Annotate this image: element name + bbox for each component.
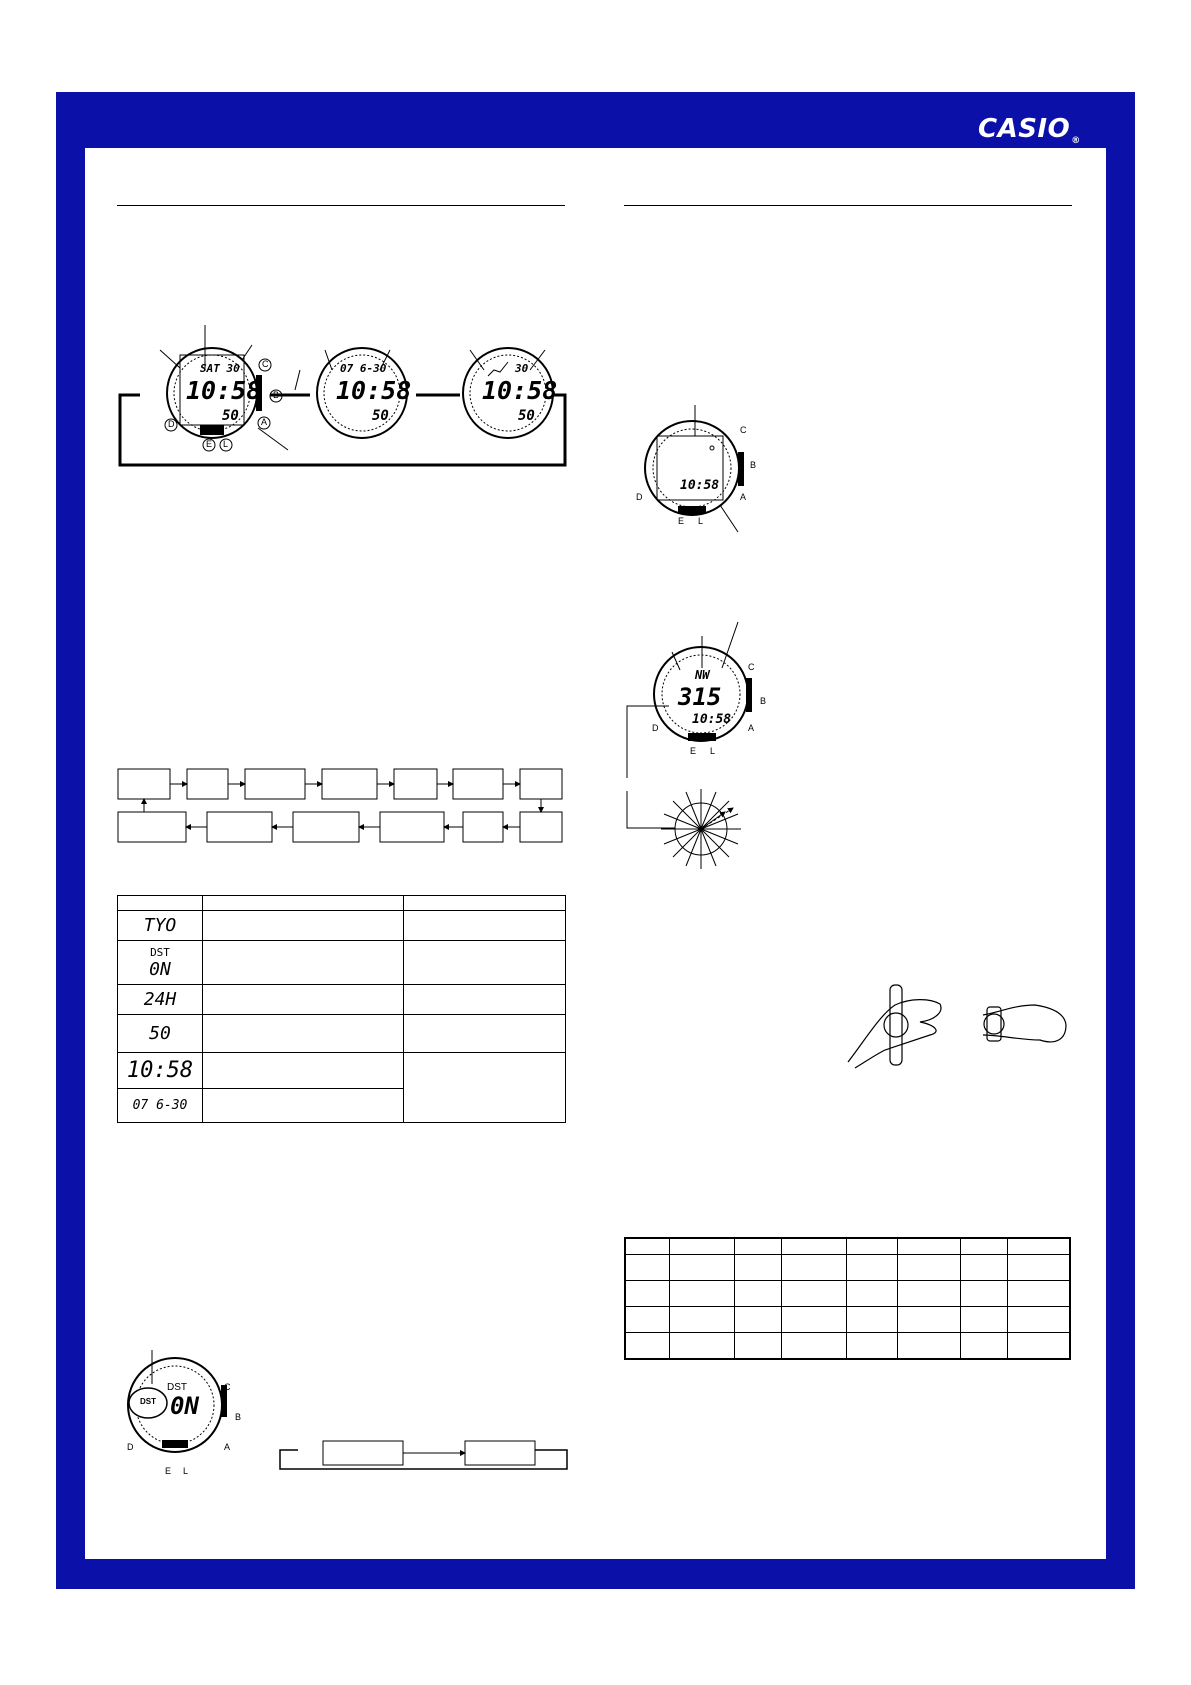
dst-button-d: D (127, 1442, 134, 1452)
compass2-time: 10:58 (692, 712, 732, 727)
button-label-b: B (273, 390, 280, 400)
settings-row-seconds: 50 (118, 1015, 203, 1053)
settings-row-dst: DST 0N (118, 941, 203, 985)
dst-button-c: C (224, 1382, 231, 1392)
settings-row-city: TYO (118, 911, 203, 941)
compass2-direction: NW (695, 668, 710, 682)
dst-top-label: DST (167, 1382, 187, 1393)
screen2-time: 10:58 (336, 376, 412, 405)
compass1-button-e: E (678, 516, 685, 526)
palm-hand-icon (848, 985, 941, 1068)
settings-row-time: 10:58 (118, 1053, 203, 1089)
settings-row-hour-format: 24H (118, 985, 203, 1015)
wrist-hand-icon (983, 1005, 1066, 1042)
button-label-l: L (223, 439, 229, 449)
screen2-seconds: 50 (372, 408, 389, 424)
dst-value: 0N (170, 1392, 199, 1420)
dst-button-e: E (165, 1466, 172, 1476)
screen3-day-num: 30 (515, 362, 529, 375)
compass2-button-l: L (710, 746, 716, 756)
compass1-button-b: B (750, 460, 757, 470)
button-label-e: E (206, 439, 213, 449)
compass1-button-d: D (636, 492, 643, 502)
screen1-seconds: 50 (222, 408, 239, 424)
screen1-time: 10:58 (186, 376, 262, 405)
dst-button-l: L (183, 1466, 189, 1476)
settings-row-date: 07 6-30 (118, 1089, 203, 1123)
dst-badge: DST (140, 1397, 156, 1406)
button-label-c: C (262, 359, 269, 369)
city-table (624, 1237, 1071, 1360)
compass2-button-e: E (690, 746, 697, 756)
compass1-button-a: A (740, 492, 747, 502)
compass2-button-b: B (760, 696, 767, 706)
button-label-d: D (168, 419, 175, 429)
compass1-button-l: L (698, 516, 704, 526)
compass2-button-a: A (748, 723, 755, 733)
dst-button-b: B (235, 1412, 242, 1422)
screen3-seconds: 50 (518, 408, 535, 424)
dst-button-a: A (224, 1442, 231, 1452)
screen2-date: 07 6-30 (340, 362, 387, 375)
compass1-button-c: C (740, 425, 747, 435)
casio-logo: CASIO® (978, 114, 1081, 146)
compass2-button-c: C (748, 662, 755, 672)
compass2-button-d: D (652, 723, 659, 733)
compass2-bearing: 315 (678, 683, 722, 711)
screen1-day: SAT 30 (200, 362, 240, 375)
button-label-a: A (261, 417, 268, 427)
compass1-time: 10:58 (680, 478, 720, 493)
screen3-time: 10:58 (482, 376, 558, 405)
